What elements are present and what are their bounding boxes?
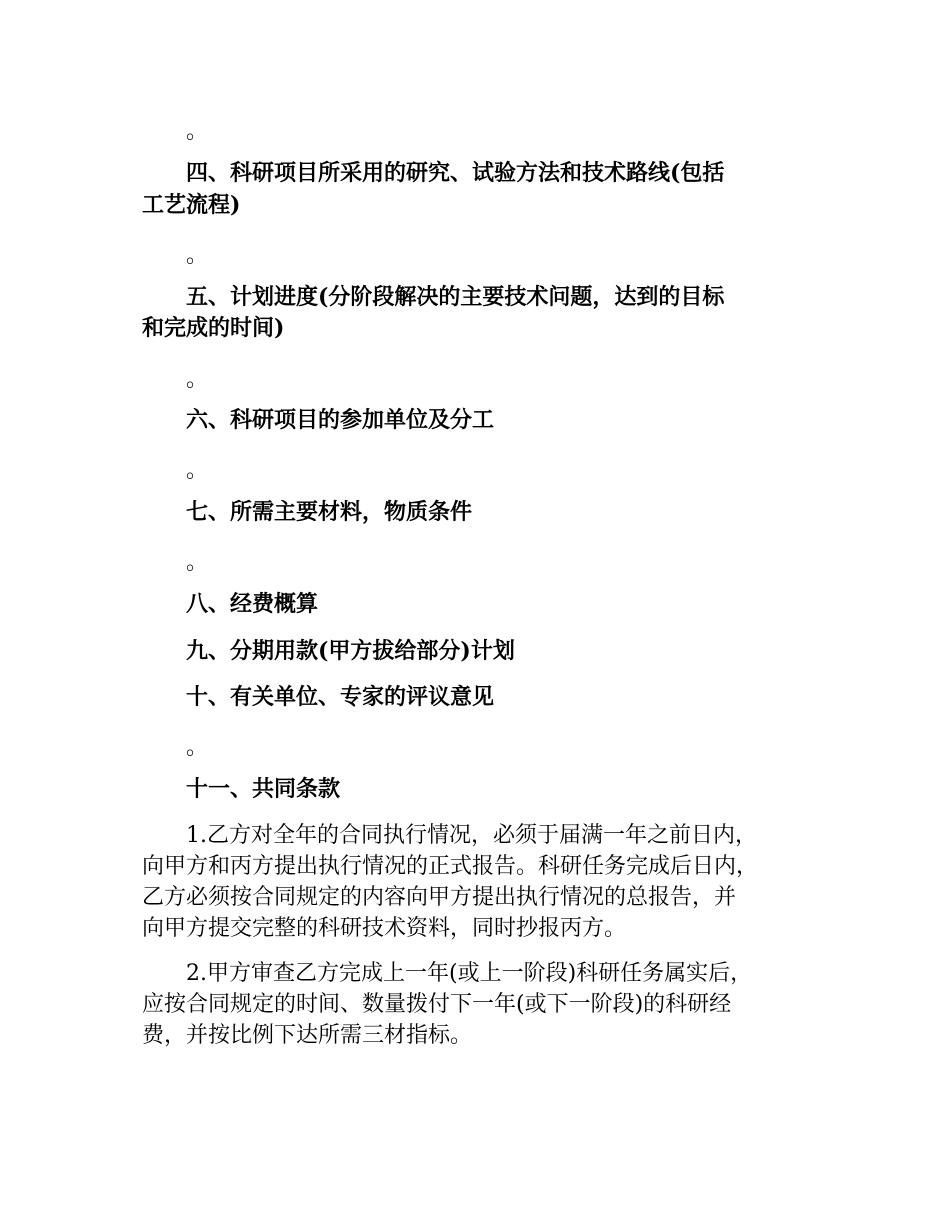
blank-placeholder: 。	[186, 458, 209, 483]
clause-1-line-2: 向甲方和丙方提出执行情况的正式报告。科研任务完成后日内，	[142, 854, 759, 879]
clause-1-line-3: 乙方必须按合同规定的内容向甲方提出执行情况的总报告，并	[142, 885, 737, 910]
blank-placeholder: 。	[186, 119, 209, 144]
heading-4-line-1: 四、科研项目所采用的研究、试验方法和技术路线(包括	[186, 160, 725, 186]
heading-7: 七、所需主要材料，物质条件	[186, 499, 473, 525]
heading-6: 六、科研项目的参加单位及分工	[186, 407, 495, 433]
heading-5-line-2: 和完成的时间)	[142, 315, 285, 341]
clause-2-line-1: 2.甲方审查乙方完成上一年(或上一阶段)科研任务属实后，	[186, 961, 753, 986]
blank-placeholder: 。	[186, 550, 209, 575]
heading-8: 八、经费概算	[186, 591, 319, 617]
clause-2-line-3: 费，并按比例下达所需三材指标。	[142, 1023, 473, 1048]
clause-1-line-4: 向甲方提交完整的科研技术资料，同时抄报丙方。	[142, 916, 627, 941]
clause-2-paragraph	[142, 958, 822, 1051]
heading-9: 九、分期用款(甲方拔给部分)计划	[186, 638, 515, 664]
clause-1-paragraph	[142, 820, 822, 944]
heading-11: 十一、共同条款	[186, 776, 341, 802]
heading-10: 十、有关单位、专家的评议意见	[186, 684, 495, 710]
heading-4-line-2: 工艺流程)	[142, 192, 241, 218]
blank-placeholder: 。	[186, 243, 209, 268]
blank-placeholder: 。	[186, 367, 209, 392]
blank-placeholder: 。	[186, 735, 209, 760]
heading-5-line-1: 五、计划进度(分阶段解决的主要技术问题，达到的目标	[186, 284, 725, 310]
clause-1-line-1: 1.乙方对全年的合同执行情况，必须于届满一年之前日内，	[186, 823, 757, 848]
clause-2-line-2: 应按合同规定的时间、数量拨付下一年(或下一阶段)的科研经	[142, 992, 732, 1017]
